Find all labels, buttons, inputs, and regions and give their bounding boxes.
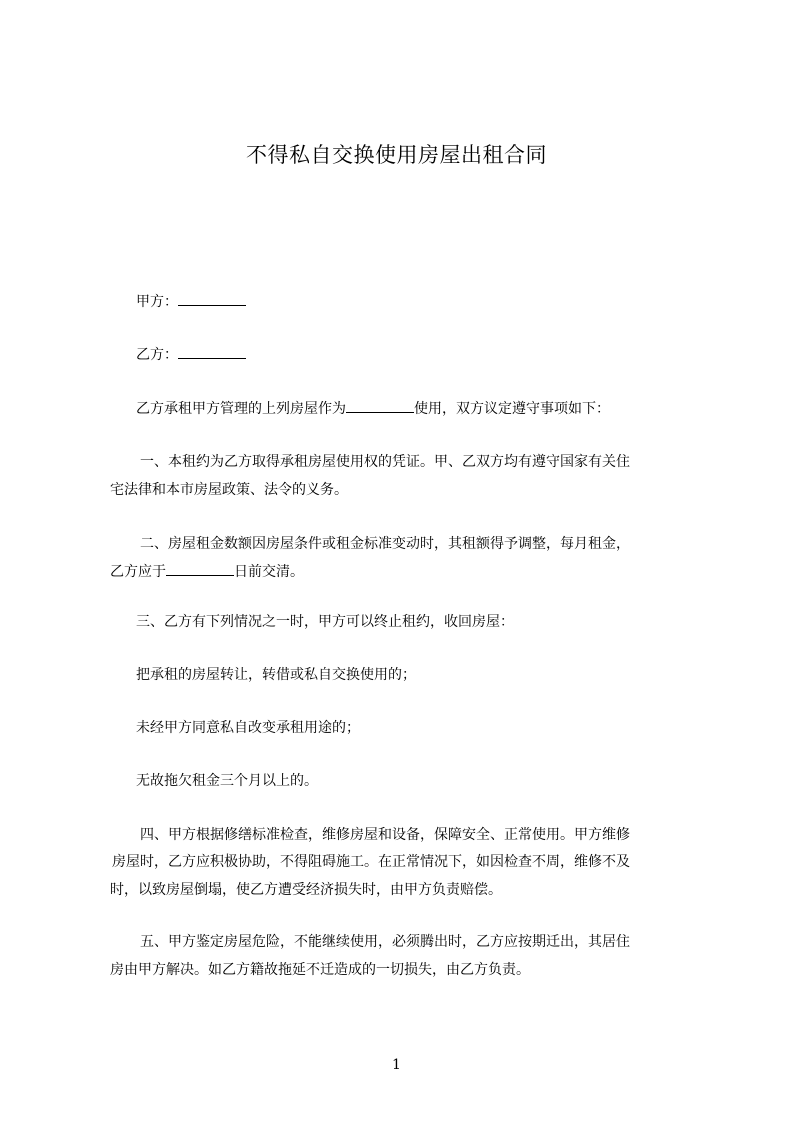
clause-2-date-blank bbox=[166, 561, 234, 576]
clause-4-line-1: 四、甲方根据修缮标准检查，维修房屋和设备，保障安全、正常使用。甲方维修 bbox=[140, 827, 630, 843]
intro-paragraph bbox=[136, 398, 726, 419]
clause-5-line-1: 五、甲方鉴定房屋危险，不能继续使用，必须腾出时，乙方应按期迁出，其居住 bbox=[140, 934, 630, 950]
intro-text-after: 使用，双方议定遵守事项如下： bbox=[414, 401, 610, 417]
party-a-label: 甲方： bbox=[136, 294, 178, 310]
clause-1-line-1: 一、本租约为乙方取得承租房屋使用权的凭证。甲、乙双方均有遵守国家有关住 bbox=[140, 454, 630, 470]
clause-5-line-2: 房由甲方解决。如乙方籍故拖延不迁造成的一切损失，由乙方负责。 bbox=[110, 962, 530, 978]
intro-text-before: 乙方承租甲方管理的上列房屋作为 bbox=[136, 401, 346, 417]
intro-usage-blank bbox=[346, 398, 414, 413]
clause-3-line-1: 三、乙方有下列情况之一时，甲方可以终止租约，收回房屋： bbox=[136, 614, 514, 630]
clause-2-text-after: 日前交清。 bbox=[234, 564, 304, 580]
document-title: 不得私自交换使用房屋出租合同 bbox=[246, 143, 547, 167]
party-b-blank bbox=[178, 344, 246, 359]
clause-2-line-2 bbox=[110, 561, 700, 582]
clause-3-item-3: 无故拖欠租金三个月以上的。 bbox=[136, 773, 318, 789]
clause-4-line-2: 房屋时，乙方应积极协助，不得阻碍施工。在正常情况下，如因检查不周，维修不及 bbox=[112, 854, 630, 870]
clause-2-text-before: 乙方应于 bbox=[110, 564, 166, 580]
party-b-label: 乙方： bbox=[136, 347, 178, 363]
clause-2-line-1: 二、房屋租金数额因房屋条件或租金标准变动时，其租额得予调整，每月租金， bbox=[140, 536, 630, 552]
clause-1-line-2: 宅法律和本市房屋政策、法令的义务。 bbox=[110, 482, 348, 498]
party-b-line bbox=[136, 344, 726, 365]
party-a-blank bbox=[178, 291, 246, 306]
clause-3-item-2: 未经甲方同意私自改变承租用途的； bbox=[136, 720, 360, 736]
clause-3-item-1: 把承租的房屋转让，转借或私自交换使用的； bbox=[136, 667, 416, 683]
clause-4-line-3: 时，以致房屋倒塌，使乙方遭受经济损失时，由甲方负责赔偿。 bbox=[110, 882, 502, 898]
page-number: 1 bbox=[392, 1057, 401, 1073]
party-a-line bbox=[136, 291, 726, 312]
